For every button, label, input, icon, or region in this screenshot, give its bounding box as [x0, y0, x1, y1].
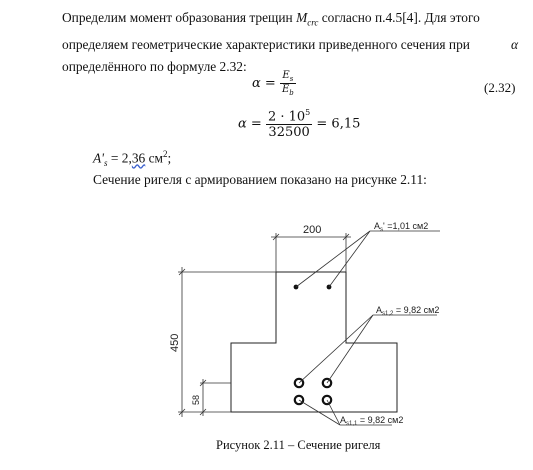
- fraction-denominator: 32500: [268, 125, 310, 141]
- fraction-numerator: $2 \cdot 10^5$: [267, 108, 311, 125]
- alpha-symbol: α: [510, 37, 518, 53]
- dim-height-label: 450: [169, 333, 181, 352]
- leader-top: [296, 231, 440, 287]
- figure-intro-line: Сечение ригеля с армированием показано на рисунке 2.11:: [93, 172, 427, 187]
- moment-symbol: M: [296, 10, 308, 25]
- leader-middle: [299, 315, 437, 383]
- formula-lhs: α =: [238, 116, 262, 132]
- label-as-middle: $A_{s1,2} = 9,82$ см2: [376, 305, 440, 317]
- label-as-bottom: $A_{s1,1} = 9,82$ см2: [340, 415, 404, 427]
- label-as-top: $A_s' =1,01$ см2: [374, 221, 429, 233]
- paragraph-text: Определим момент образования трещин: [62, 10, 297, 25]
- dim-top-label: 200: [303, 224, 322, 236]
- dim-bottom-label: 58: [191, 394, 201, 405]
- spellcheck-underlined-value: 36: [131, 150, 146, 166]
- paragraph-text: определяем геометрические характеристики приведенного сечения при: [62, 37, 470, 53]
- section-outline: [231, 272, 397, 412]
- moment-subscript: crc: [307, 17, 319, 28]
- formula-lhs: α =: [252, 76, 276, 91]
- fraction-numerator: $E_s$: [280, 70, 296, 84]
- formula-number: (2.32): [484, 80, 516, 95]
- formula-result: = 6,15: [316, 116, 361, 132]
- paragraph-text: согласно п.4.5[4]. Для этого: [318, 10, 480, 25]
- as-prime-line: $A'_s = 2,36$ $см^2$;: [93, 149, 172, 169]
- fraction-denominator: $E_b$: [281, 84, 294, 97]
- figure-caption: Рисунок 2.11 – Сечение ригеля: [216, 438, 381, 452]
- paragraph-line-3: определённого по формуле 2.32:: [62, 59, 247, 75]
